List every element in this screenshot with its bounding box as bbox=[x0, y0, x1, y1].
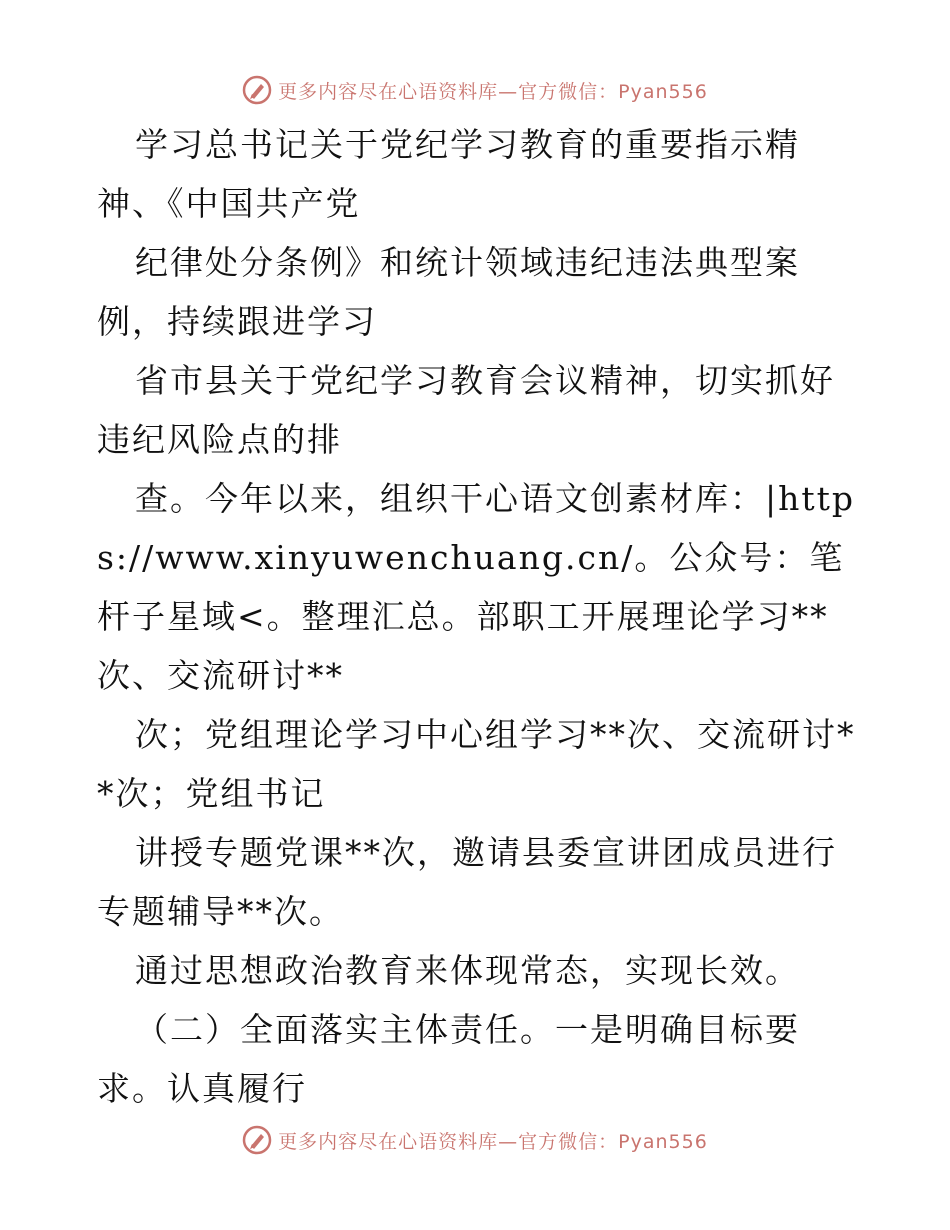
pen-logo-icon bbox=[242, 1125, 272, 1155]
paragraph: 省市县关于党纪学习教育会议精神，切实抓好违纪风险点的排 bbox=[97, 361, 835, 459]
header-banner bbox=[0, 70, 950, 110]
paragraph: 学习总书记关于党纪学习教育的重要指示精神、《中国共产党 bbox=[97, 125, 800, 223]
paragraph: 次；党组理论学习中心组学习**次、交流研讨**次；党组书记 bbox=[97, 715, 856, 813]
paragraph: 纪律处分条例》和统计领域违纪违法典型案例，持续跟进学习 bbox=[97, 243, 800, 341]
paragraph: 通过思想政治教育来体现常态，实现长效。 bbox=[135, 951, 800, 990]
paragraph: （二）全面落实主体责任。一是明确目标要求。认真履行 bbox=[97, 1010, 800, 1108]
pen-logo-icon bbox=[242, 75, 272, 105]
header-banner-text: 更多内容尽在心语资料库—官方微信：Pyan556 bbox=[278, 80, 708, 103]
footer-banner bbox=[0, 1120, 950, 1160]
footer-banner-text: 更多内容尽在心语资料库—官方微信：Pyan556 bbox=[278, 1130, 708, 1153]
paragraph: 查。今年以来，组织干心语文创素材库：|https://www.xinyuwenchuang.cn/。公众号：笔杆子星域<。整理汇总。部职工开展理论学习**次、交流研讨** bbox=[97, 479, 856, 695]
document-body bbox=[97, 115, 857, 1118]
paragraph: 讲授专题党课**次，邀请县委宣讲团成员进行专题辅导**次。 bbox=[97, 833, 837, 931]
